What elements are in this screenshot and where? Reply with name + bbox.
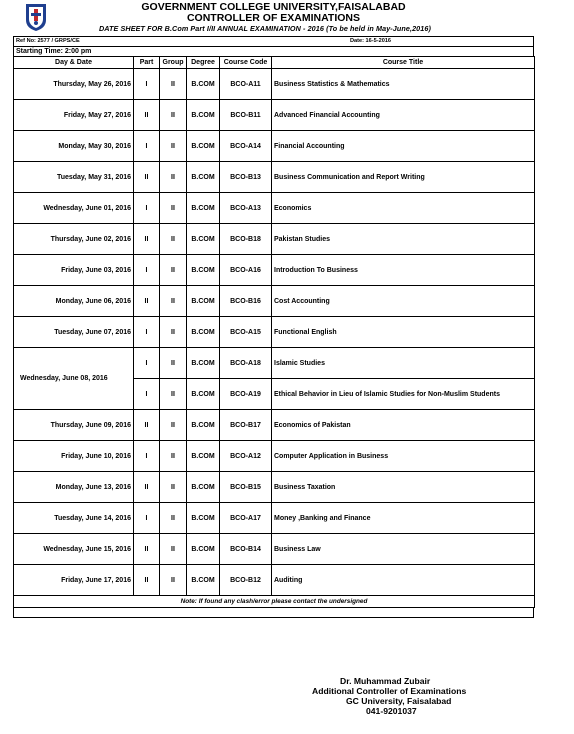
cell-part: II bbox=[134, 224, 160, 255]
cell-title: Functional English bbox=[272, 317, 535, 348]
cell-part: II bbox=[134, 100, 160, 131]
cell-title: Economics bbox=[272, 193, 535, 224]
cell-day: Tuesday, May 31, 2016 bbox=[14, 162, 134, 193]
cell-degree: B.COM bbox=[187, 100, 220, 131]
cell-part: I bbox=[134, 317, 160, 348]
signatory-phone: 041-9201037 bbox=[366, 706, 417, 716]
cell-degree: B.COM bbox=[187, 286, 220, 317]
cell-day: Monday, June 13, 2016 bbox=[14, 472, 134, 503]
note-row bbox=[14, 596, 535, 608]
cell-day: Friday, June 10, 2016 bbox=[14, 441, 134, 472]
table-row bbox=[14, 286, 535, 317]
cell-code: BCO-B11 bbox=[220, 100, 272, 131]
cell-group: II bbox=[160, 286, 187, 317]
table-row bbox=[14, 565, 535, 596]
cell-group: II bbox=[160, 441, 187, 472]
cell-part: II bbox=[134, 565, 160, 596]
cell-title: Business Law bbox=[272, 534, 535, 565]
cell-degree: B.COM bbox=[187, 534, 220, 565]
cell-title: Economics of Pakistan bbox=[272, 410, 535, 441]
cell-part: II bbox=[134, 534, 160, 565]
cell-part: II bbox=[134, 410, 160, 441]
cell-degree: B.COM bbox=[187, 348, 220, 379]
cell-title: Ethical Behavior in Lieu of Islamic Studies for Non-Muslim Students bbox=[272, 379, 535, 410]
office-name: CONTROLLER OF EXAMINATIONS bbox=[186, 12, 361, 24]
cell-title: Business Communication and Report Writing bbox=[272, 162, 535, 193]
cell-group: II bbox=[160, 100, 187, 131]
col-header-title: Course Title bbox=[272, 57, 535, 69]
table-row bbox=[14, 472, 535, 503]
table-row bbox=[14, 224, 535, 255]
cell-code: BCO-B13 bbox=[220, 162, 272, 193]
cell-part: I bbox=[134, 348, 160, 379]
cell-day: Thursday, June 09, 2016 bbox=[14, 410, 134, 441]
cell-title: Introduction To Business bbox=[272, 255, 535, 286]
table-header-row bbox=[14, 57, 535, 69]
starting-time: Starting Time: 2:00 pm bbox=[13, 46, 534, 56]
cell-part: I bbox=[134, 193, 160, 224]
document-header bbox=[13, 0, 534, 36]
cell-code: BCO-A14 bbox=[220, 131, 272, 162]
cell-degree: B.COM bbox=[187, 131, 220, 162]
cell-group: II bbox=[160, 348, 187, 379]
cell-degree: B.COM bbox=[187, 441, 220, 472]
cell-title: Pakistan Studies bbox=[272, 224, 535, 255]
cell-degree: B.COM bbox=[187, 410, 220, 441]
cell-degree: B.COM bbox=[187, 317, 220, 348]
cell-group: II bbox=[160, 317, 187, 348]
cell-code: BCO-B18 bbox=[220, 224, 272, 255]
col-header-code: Course Code bbox=[220, 57, 272, 69]
cell-degree: B.COM bbox=[187, 69, 220, 100]
cell-title: Business Statistics & Mathematics bbox=[272, 69, 535, 100]
cell-day: Monday, June 06, 2016 bbox=[14, 286, 134, 317]
table-row bbox=[14, 131, 535, 162]
cell-code: BCO-A13 bbox=[220, 193, 272, 224]
schedule-table bbox=[13, 56, 535, 608]
cell-group: II bbox=[160, 379, 187, 410]
cell-degree: B.COM bbox=[187, 472, 220, 503]
table-row bbox=[14, 503, 535, 534]
cell-group: II bbox=[160, 193, 187, 224]
cell-degree: B.COM bbox=[187, 565, 220, 596]
table-row bbox=[14, 100, 535, 131]
cell-day: Friday, June 03, 2016 bbox=[14, 255, 134, 286]
cell-part: I bbox=[134, 255, 160, 286]
table-row bbox=[14, 534, 535, 565]
cell-code: BCO-B14 bbox=[220, 534, 272, 565]
cell-part: II bbox=[134, 472, 160, 503]
cell-day: Thursday, June 02, 2016 bbox=[14, 224, 134, 255]
cell-group: II bbox=[160, 162, 187, 193]
cell-degree: B.COM bbox=[187, 162, 220, 193]
issue-date: Date: 16-5-2016 bbox=[350, 38, 392, 44]
cell-degree: B.COM bbox=[187, 193, 220, 224]
cell-part: I bbox=[134, 379, 160, 410]
note-text: Note: If found any clash/error please contact the undersigned bbox=[14, 596, 535, 608]
cell-part: I bbox=[134, 131, 160, 162]
cell-part: II bbox=[134, 162, 160, 193]
cell-group: II bbox=[160, 131, 187, 162]
cell-group: II bbox=[160, 503, 187, 534]
signatory-name: Dr. Muhammad Zubair bbox=[340, 676, 431, 686]
date-sheet bbox=[13, 0, 534, 618]
university-name: GOVERNMENT COLLEGE UNIVERSITY,FAISALABAD bbox=[141, 1, 406, 13]
reference-bar bbox=[13, 36, 534, 46]
cell-group: II bbox=[160, 255, 187, 286]
cell-day: Tuesday, June 07, 2016 bbox=[14, 317, 134, 348]
cell-code: BCO-A12 bbox=[220, 441, 272, 472]
col-header-part: Part bbox=[134, 57, 160, 69]
table-row bbox=[14, 317, 535, 348]
cell-code: BCO-A15 bbox=[220, 317, 272, 348]
cell-degree: B.COM bbox=[187, 503, 220, 534]
cell-title: Business Taxation bbox=[272, 472, 535, 503]
cell-day: Tuesday, June 14, 2016 bbox=[14, 503, 134, 534]
signature-block bbox=[312, 676, 466, 716]
cell-code: BCO-B16 bbox=[220, 286, 272, 317]
cell-day: Wednesday, June 01, 2016 bbox=[14, 193, 134, 224]
cell-code: BCO-A17 bbox=[220, 503, 272, 534]
cell-code: BCO-B17 bbox=[220, 410, 272, 441]
cell-title: Computer Application in Business bbox=[272, 441, 535, 472]
cell-part: I bbox=[134, 503, 160, 534]
cell-part: II bbox=[134, 286, 160, 317]
cell-code: BCO-A18 bbox=[220, 348, 272, 379]
table-footer-space bbox=[13, 608, 534, 618]
table-row bbox=[14, 441, 535, 472]
table-row bbox=[14, 162, 535, 193]
col-header-day: Day & Date bbox=[14, 57, 134, 69]
cell-code: BCO-B15 bbox=[220, 472, 272, 503]
signatory-institution: GC University, Faisalabad bbox=[346, 696, 452, 706]
cell-title: Auditing bbox=[272, 565, 535, 596]
cell-day: Friday, May 27, 2016 bbox=[14, 100, 134, 131]
cell-group: II bbox=[160, 565, 187, 596]
cell-day: Wednesday, June 08, 2016 bbox=[14, 348, 134, 410]
col-header-group: Group bbox=[160, 57, 187, 69]
cell-day: Thursday, May 26, 2016 bbox=[14, 69, 134, 100]
cell-code: BCO-A11 bbox=[220, 69, 272, 100]
sheet-subtitle: DATE SHEET FOR B.Com Part I/II ANNUAL EXAMINATION - 2016 (To be held in May-June,2016) bbox=[99, 24, 431, 33]
table-row bbox=[14, 348, 535, 379]
cell-day: Friday, June 17, 2016 bbox=[14, 565, 134, 596]
signatory-designation: Additional Controller of Examinations bbox=[312, 686, 467, 696]
cell-group: II bbox=[160, 410, 187, 441]
cell-title: Islamic Studies bbox=[272, 348, 535, 379]
cell-group: II bbox=[160, 534, 187, 565]
table-row bbox=[14, 255, 535, 286]
cell-code: BCO-B12 bbox=[220, 565, 272, 596]
cell-part: I bbox=[134, 69, 160, 100]
cell-title: Advanced Financial Accounting bbox=[272, 100, 535, 131]
cell-group: II bbox=[160, 224, 187, 255]
table-row bbox=[14, 69, 535, 100]
table-row bbox=[14, 410, 535, 441]
cell-code: BCO-A16 bbox=[220, 255, 272, 286]
cell-title: Money ,Banking and Finance bbox=[272, 503, 535, 534]
cell-day: Wednesday, June 15, 2016 bbox=[14, 534, 134, 565]
cell-degree: B.COM bbox=[187, 379, 220, 410]
cell-title: Cost Accounting bbox=[272, 286, 535, 317]
cell-degree: B.COM bbox=[187, 224, 220, 255]
cell-degree: B.COM bbox=[187, 255, 220, 286]
table-row bbox=[14, 193, 535, 224]
ref-number: Ref No: 2577 / GRPS/CE bbox=[16, 38, 80, 44]
cell-day: Monday, May 30, 2016 bbox=[14, 131, 134, 162]
col-header-degree: Degree bbox=[187, 57, 220, 69]
cell-group: II bbox=[160, 69, 187, 100]
cell-code: BCO-A19 bbox=[220, 379, 272, 410]
cell-title: Financial Accounting bbox=[272, 131, 535, 162]
cell-group: II bbox=[160, 472, 187, 503]
cell-part: I bbox=[134, 441, 160, 472]
